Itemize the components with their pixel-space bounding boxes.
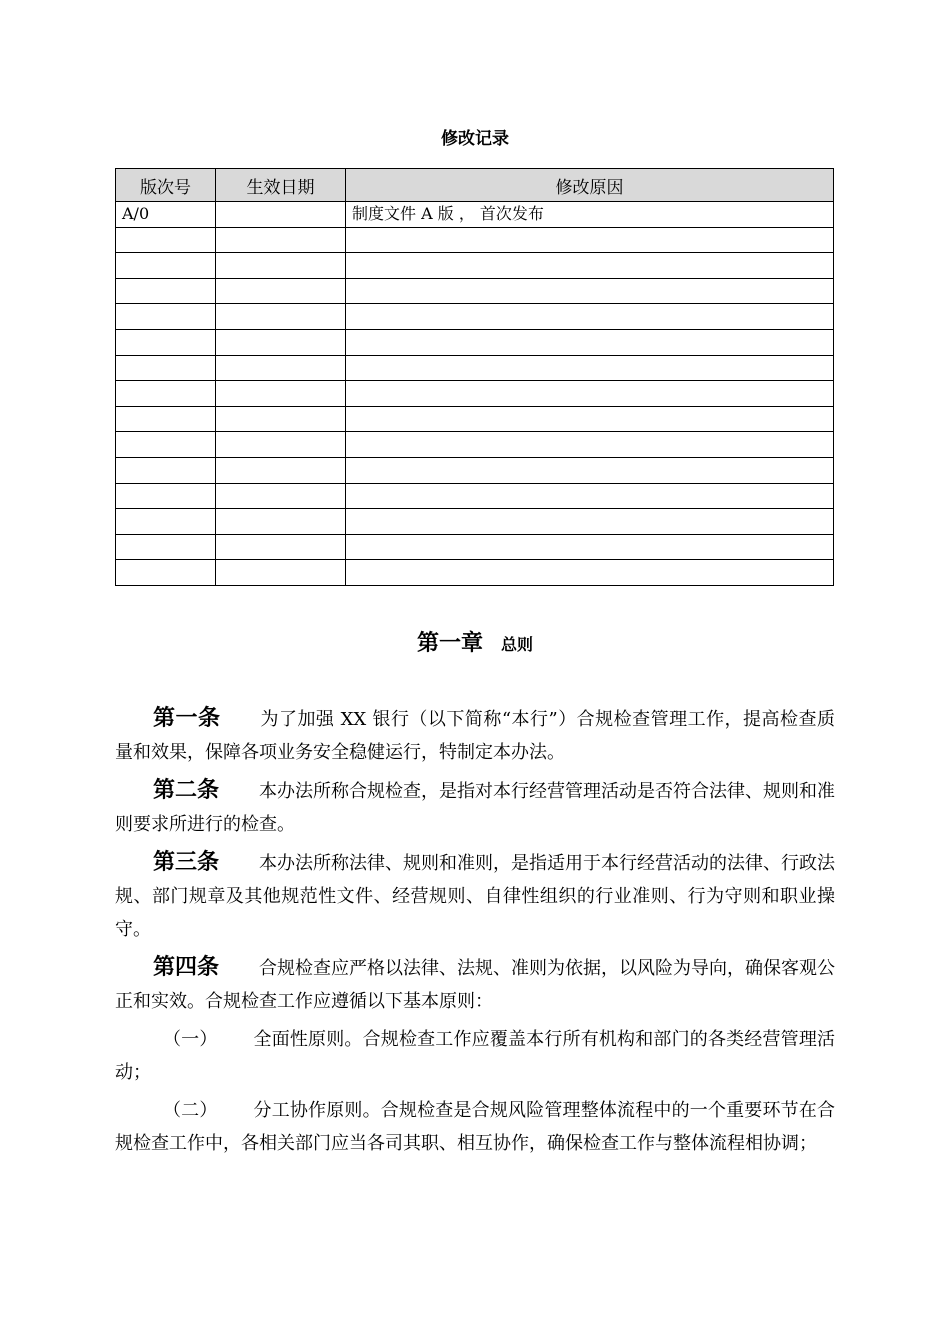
- revision-reason-cell: [346, 406, 834, 432]
- revision-table-row: [116, 560, 834, 586]
- effective-date-cell: [216, 534, 346, 560]
- revision-table-row: [116, 509, 834, 535]
- version-number-cell: [116, 560, 216, 586]
- effective-date-cell: [216, 457, 346, 483]
- principle-label: （一）: [163, 1029, 218, 1050]
- effective-date-cell: [216, 227, 346, 253]
- version-number-cell: [116, 253, 216, 279]
- version-number-cell: [116, 329, 216, 355]
- effective-date-cell: [216, 406, 346, 432]
- header-version-number: 版次号: [116, 169, 216, 202]
- revision-reason-cell: [346, 227, 834, 253]
- principle-text: 分工协作原则。合规检查是合规风险管理整体流程中的一个重要环节在合规检查工作中，各相关部门应当各司其职、相互协作，确保检查工作与整体流程相协调；: [115, 1100, 835, 1154]
- revision-table-header-row: [116, 169, 834, 202]
- revision-reason-cell: [346, 534, 834, 560]
- effective-date-cell: [216, 560, 346, 586]
- effective-date-cell: [216, 381, 346, 407]
- revision-reason-cell: [346, 381, 834, 407]
- revision-table-row: [116, 227, 834, 253]
- revision-table-row: [116, 457, 834, 483]
- revision-table-row: [116, 534, 834, 560]
- revision-reason-cell: [346, 457, 834, 483]
- article-text: 本办法所称合规检查，是指对本行经营管理活动是否符合法律、规则和准则要求所进行的检查。: [115, 781, 836, 835]
- revision-reason-cell: [346, 509, 834, 535]
- effective-date-cell: [216, 509, 346, 535]
- revision-table-row: [116, 202, 834, 228]
- revision-table-row: [116, 278, 834, 304]
- version-number-cell: [116, 381, 216, 407]
- article-3: [115, 846, 835, 946]
- revision-reason-cell: [346, 560, 834, 586]
- effective-date-cell: [216, 355, 346, 381]
- revision-table-row: [116, 329, 834, 355]
- version-number-cell: [116, 509, 216, 535]
- header-effective-date: 生效日期: [216, 169, 346, 202]
- revision-record-table: [115, 168, 834, 586]
- principle-text: 全面性原则。合规检查工作应覆盖本行所有机构和部门的各类经营管理活动；: [115, 1029, 835, 1083]
- version-number-cell: [116, 355, 216, 381]
- article-1: [115, 702, 835, 769]
- version-number-cell: A/0: [116, 202, 216, 228]
- article-text: 本办法所称法律、规则和准则，是指适用于本行经营活动的法律、行政法规、部门规章及其他规范性文件、经营规则、自律性组织的行业准则、行为守则和职业操守。: [115, 853, 836, 940]
- article-label: 第四条: [153, 954, 220, 980]
- revision-table-row: [116, 406, 834, 432]
- effective-date-cell: [216, 202, 346, 228]
- version-number-cell: [116, 457, 216, 483]
- document-body: [115, 702, 835, 1165]
- revision-reason-cell: 制度文件 A 版 ， 首次发布: [346, 202, 834, 228]
- revision-reason-cell: [346, 483, 834, 509]
- article-label: 第一条: [153, 705, 221, 731]
- revision-table-row: [116, 355, 834, 381]
- revision-table-row: [116, 483, 834, 509]
- effective-date-cell: [216, 304, 346, 330]
- article-label: 第三条: [153, 849, 220, 875]
- version-number-cell: [116, 534, 216, 560]
- revision-reason-cell: [346, 355, 834, 381]
- revision-table-row: [116, 253, 834, 279]
- effective-date-cell: [216, 278, 346, 304]
- effective-date-cell: [216, 432, 346, 458]
- principle-2: [115, 1094, 835, 1160]
- article-label: 第二条: [153, 777, 220, 803]
- effective-date-cell: [216, 253, 346, 279]
- version-number-cell: [116, 406, 216, 432]
- version-number-cell: [116, 227, 216, 253]
- effective-date-cell: [216, 329, 346, 355]
- version-number-cell: [116, 432, 216, 458]
- chapter-heading: [0, 626, 950, 657]
- article-text: 为了加强 XX 银行（以下简称“本行”）合规检查管理工作，提高检查质量和效果，保障各项业务安全稳健运行，特制定本办法。: [115, 709, 835, 763]
- article-text: 合规检查应严格以法律、法规、准则为依据，以风险为导向，确保客观公正和实效。合规检查工作应遵循以下基本原则：: [115, 958, 836, 1012]
- revision-table-row: [116, 381, 834, 407]
- revision-reason-cell: [346, 432, 834, 458]
- revision-table-row: [116, 304, 834, 330]
- chapter-name: 总则: [501, 635, 534, 654]
- revision-table-row: [116, 432, 834, 458]
- effective-date-cell: [216, 483, 346, 509]
- article-2: [115, 774, 835, 841]
- principle-label: （二）: [163, 1100, 218, 1121]
- version-number-cell: [116, 304, 216, 330]
- header-revision-reason: 修改原因: [346, 169, 834, 202]
- chapter-number: 第一章: [416, 630, 483, 656]
- article-4: [115, 951, 835, 1018]
- revision-reason-cell: [346, 278, 834, 304]
- principle-1: [115, 1023, 835, 1089]
- revision-reason-cell: [346, 304, 834, 330]
- version-number-cell: [116, 483, 216, 509]
- revision-reason-cell: [346, 329, 834, 355]
- revision-reason-cell: [346, 253, 834, 279]
- revision-record-title: 修改记录: [441, 129, 509, 149]
- version-number-cell: [116, 278, 216, 304]
